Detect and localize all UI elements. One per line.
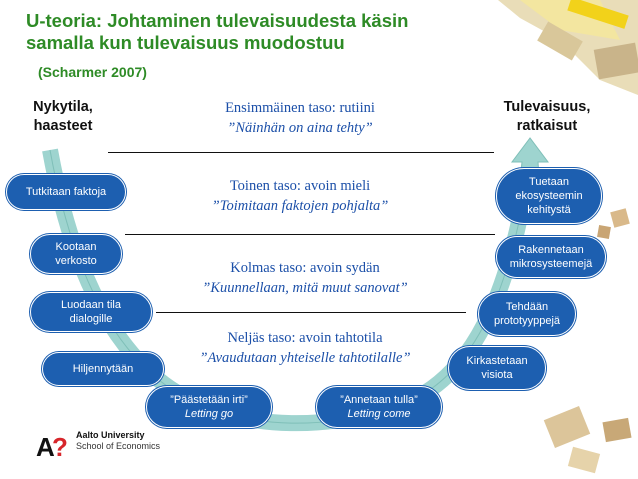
logo-line-1: Aalto University [76,430,145,440]
step-label: Tutkitaan faktoja [25,186,107,198]
step-paastetaan-irti [146,386,272,428]
left-header-line-2: haasteet [33,118,93,134]
logo-line-2: School of Economics [76,441,161,451]
level-4-quote: ”Avaudutaan yhteiselle tahtotilalle” [199,350,411,366]
step-label: Luodaan tila dialogille [61,299,121,325]
step-tutkitaan-faktoja [6,174,126,210]
left-header [18,98,108,136]
step-label: Rakennetaan mikrosysteemejä [509,244,593,270]
svg-text:A: A [36,432,55,462]
svg-text:?: ? [52,432,68,462]
level-2 [160,176,440,216]
step-luodaan-tila [30,292,152,332]
level-3-name: Kolmas taso: avoin sydän [230,260,380,276]
title-line-1: U-teoria: Johtaminen tulevaisuudesta käsin [26,10,409,31]
corner-photo [498,0,638,95]
level-1-name: Ensimmäinen taso: rutiini [225,100,375,116]
step-annetaan-tulla [316,386,442,428]
step-label: Kirkastetaan visiota [466,355,528,381]
aalto-logo-icon [36,432,68,462]
step-label: ”Päästetään irti” [170,394,248,406]
step-label: Kootaan verkosto [55,241,97,267]
slide-title [26,10,496,54]
step-label: Tehdään prototyyppejä [493,301,561,327]
citation: (Scharmer 2007) [38,64,147,80]
title-line-2: samalla kun tulevaisuus muodostuu [26,32,345,53]
divider-2 [125,234,495,235]
divider-1 [108,152,494,153]
step-label-en: Letting go [184,408,234,420]
step-kirkastetaan-visiota [448,346,546,390]
right-header-line-2: ratkaisut [516,118,578,134]
step-label: ”Annetaan tulla” [340,394,418,406]
level-3 [160,258,450,298]
step-tuetaan-ekosysteemin [496,168,602,224]
level-1 [170,98,430,138]
step-rakennetaan [496,236,606,278]
divider-3 [156,312,466,313]
right-header [492,98,602,136]
step-label-en: Letting come [347,408,411,420]
step-label: Hiljennytään [72,363,134,375]
left-header-line-1: Nykytila, [33,99,93,115]
level-4 [165,328,445,368]
level-2-name: Toinen taso: avoin mieli [229,178,371,194]
step-hiljennytaan [42,352,164,386]
level-2-quote: ”Toimitaan faktojen pohjalta” [211,198,389,214]
aalto-logo-text [76,430,160,452]
right-header-line-1: Tulevaisuus, [503,99,591,115]
step-kootaan-verkosto [30,234,122,274]
step-tehdaan-prototyyppeja [478,292,576,336]
level-3-quote: ”Kuunnellaan, mitä muut sanovat” [202,280,408,296]
step-label: Tuetaan ekosysteemin kehitystä [515,176,583,216]
level-1-quote: ”Näinhän on aina tehty” [227,120,373,136]
level-4-name: Neljäs taso: avoin tahtotila [227,330,383,346]
